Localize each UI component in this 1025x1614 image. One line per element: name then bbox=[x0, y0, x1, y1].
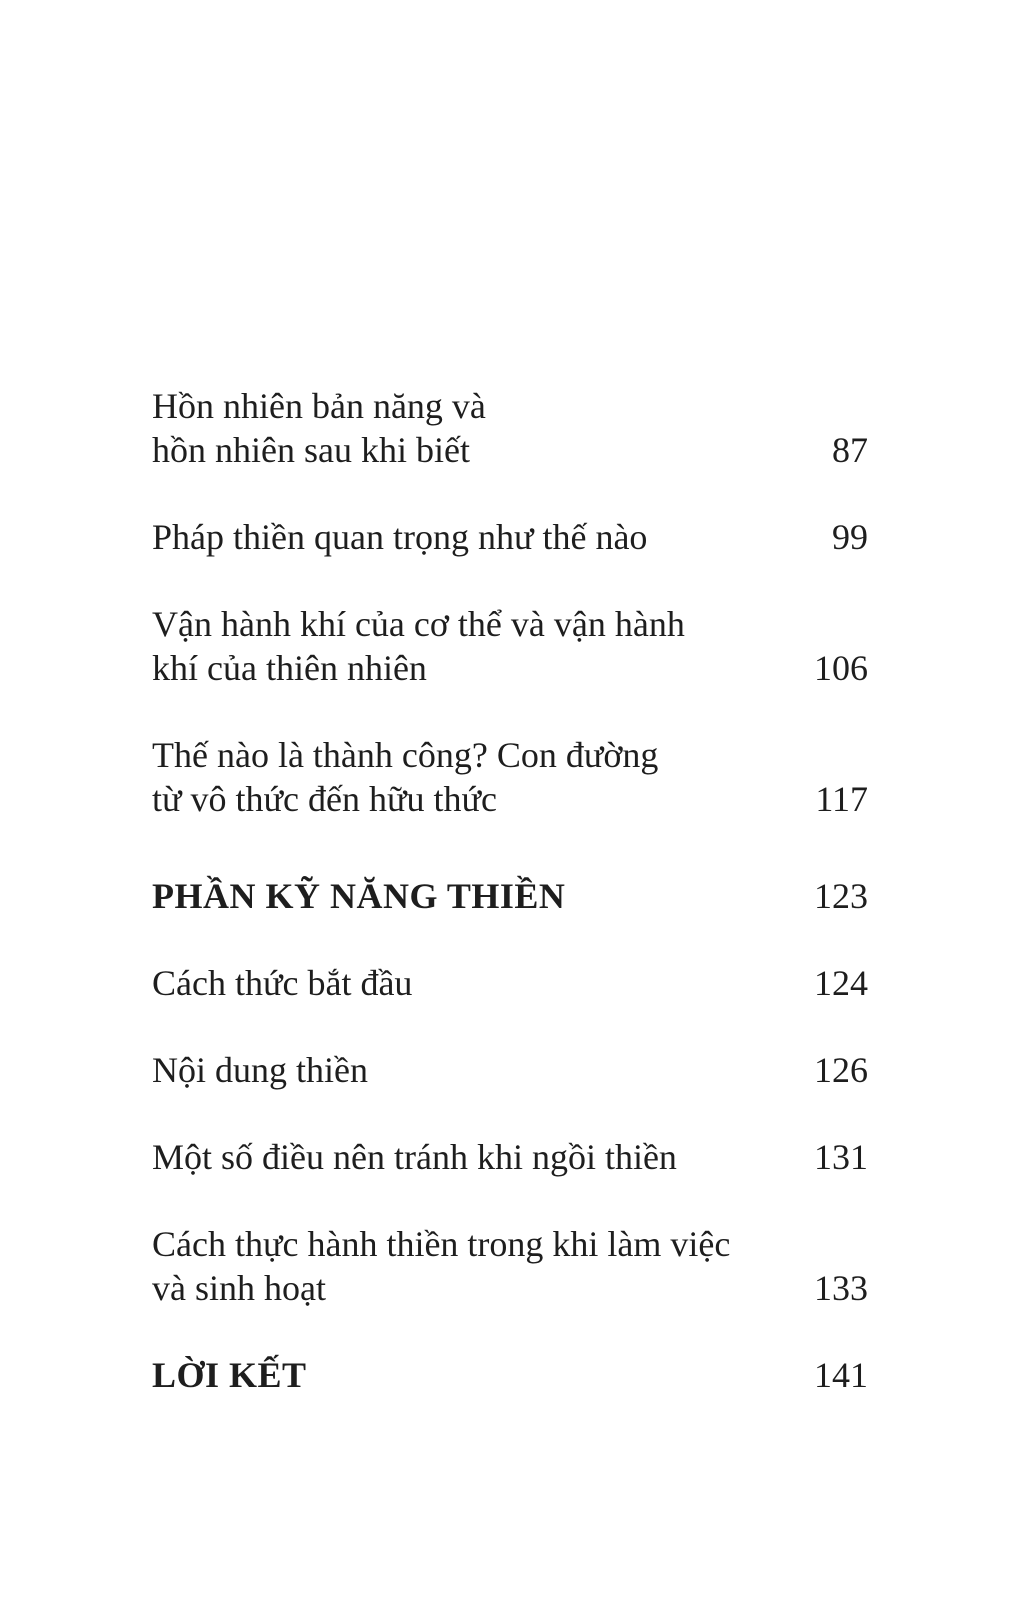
toc-entry-title bbox=[152, 1135, 677, 1179]
toc-section-heading bbox=[152, 1353, 868, 1397]
toc-entry bbox=[152, 733, 868, 821]
toc-entry-title bbox=[152, 384, 486, 472]
table-of-contents bbox=[152, 384, 868, 1440]
toc-entry-title bbox=[152, 1048, 368, 1092]
toc-entry-title bbox=[152, 602, 685, 690]
toc-entry-page: 141 bbox=[814, 1355, 868, 1395]
toc-entry-page: 133 bbox=[814, 1268, 868, 1308]
toc-entry bbox=[152, 515, 868, 559]
toc-entry bbox=[152, 1135, 868, 1179]
toc-entry-title-line: từ vô thức đến hữu thức bbox=[152, 779, 497, 819]
toc-entry-page: 124 bbox=[814, 963, 868, 1003]
toc-entry-title bbox=[152, 733, 658, 821]
toc-entry bbox=[152, 602, 868, 690]
toc-entry-title bbox=[152, 874, 565, 918]
toc-entry bbox=[152, 1222, 868, 1310]
toc-entry-title bbox=[152, 1353, 307, 1397]
toc-entry-title bbox=[152, 1222, 730, 1310]
toc-entry-title-line: Hồn nhiên bản năng và bbox=[152, 386, 486, 426]
toc-entry-title-line: LỜI KẾT bbox=[152, 1355, 307, 1395]
toc-section-heading bbox=[152, 874, 868, 918]
toc-entry-title-line: Nội dung thiền bbox=[152, 1050, 368, 1090]
toc-entry-page: 87 bbox=[832, 430, 868, 470]
toc-entry-title-line: Cách thức bắt đầu bbox=[152, 963, 413, 1003]
toc-entry-title-line: Vận hành khí của cơ thể và vận hành bbox=[152, 604, 685, 644]
toc-entry-page: 106 bbox=[814, 648, 868, 688]
toc-entry-page: 99 bbox=[832, 517, 868, 557]
toc-entry bbox=[152, 1048, 868, 1092]
toc-entry-page: 126 bbox=[814, 1050, 868, 1090]
toc-entry-page: 131 bbox=[814, 1137, 868, 1177]
toc-entry-title-line: PHẦN KỸ NĂNG THIỀN bbox=[152, 876, 566, 916]
toc-entry bbox=[152, 961, 868, 1005]
toc-entry-page: 123 bbox=[814, 876, 868, 916]
toc-entry-title-line: Pháp thiền quan trọng như thế nào bbox=[152, 517, 648, 557]
toc-entry-title-line: hồn nhiên sau khi biết bbox=[152, 430, 470, 470]
toc-entry-title-line: và sinh hoạt bbox=[152, 1268, 326, 1308]
toc-entry-title-line: Cách thực hành thiền trong khi làm việc bbox=[152, 1224, 731, 1264]
toc-entry-title-line: khí của thiên nhiên bbox=[152, 648, 427, 688]
toc-entry-title bbox=[152, 515, 647, 559]
toc-entry-title-line: Một số điều nên tránh khi ngồi thiền bbox=[152, 1137, 677, 1177]
toc-entry-page: 117 bbox=[815, 779, 868, 819]
toc-entry-title bbox=[152, 961, 412, 1005]
toc-entry-title-line: Thế nào là thành công? Con đường bbox=[152, 735, 659, 775]
toc-entry bbox=[152, 384, 868, 472]
